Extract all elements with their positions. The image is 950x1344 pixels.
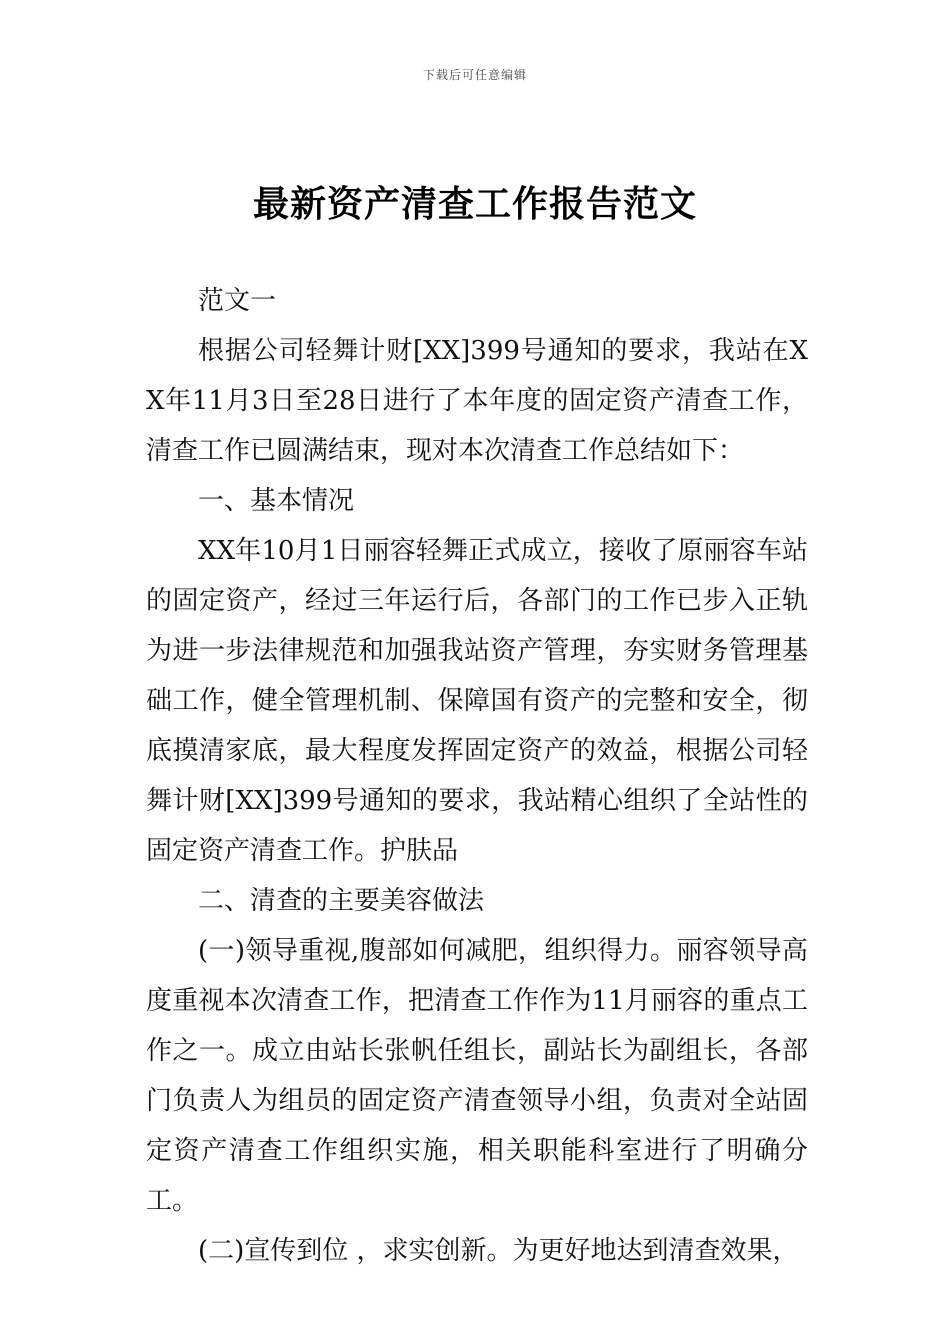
document-title: 最新资产清查工作报告范文: [252, 184, 697, 225]
paragraph-leadership: (一)领导重视,腹部如何减肥，组织得力。丽容领导高度重视本次清查工作，把清查工作作为11月丽容的重点工作之一。成立由站长张帆任组长，副站长为副组长，各部门负责人为组员的固定资产清查领导小组，负责对全站固定资产清查工作组织实施，相关职能科室进行了明确分工。: [146, 936, 808, 1216]
paragraph-sample-label: 范文一: [198, 286, 277, 316]
section-heading-main-practices: 二、清查的主要美容做法: [198, 886, 485, 916]
paragraph-publicity: (二)宣传到位 ，求实创新。为更好地达到清查效果，: [198, 1236, 799, 1266]
header-note: 下载后可任意编辑: [422, 68, 527, 82]
section-heading-basic-situation: 一、基本情况: [198, 486, 355, 516]
document-body: [146, 276, 808, 1276]
paragraph-basic-situation: XX年10月1日丽容轻舞正式成立，接收了原丽容车站的固定资产，经过三年运行后，各部门的工作已步入正轨为进一步法律规范和加强我站资产管理，夯实财务管理基础工作，健全管理机制、保障国有资产的完整和安全，彻底摸清家底，最大程度发挥固定资产的效益，根据公司轻舞计财[XX]399号通知的要求，我站精心组织了全站性的固定资产清查工作。护肤品: [146, 536, 808, 866]
paragraph-intro: 根据公司轻舞计财[XX]399号通知的要求，我站在XX年11月3日至28日进行了本年度的固定资产清查工作，清查工作已圆满结束，现对本次清查工作总结如下：: [146, 336, 808, 466]
